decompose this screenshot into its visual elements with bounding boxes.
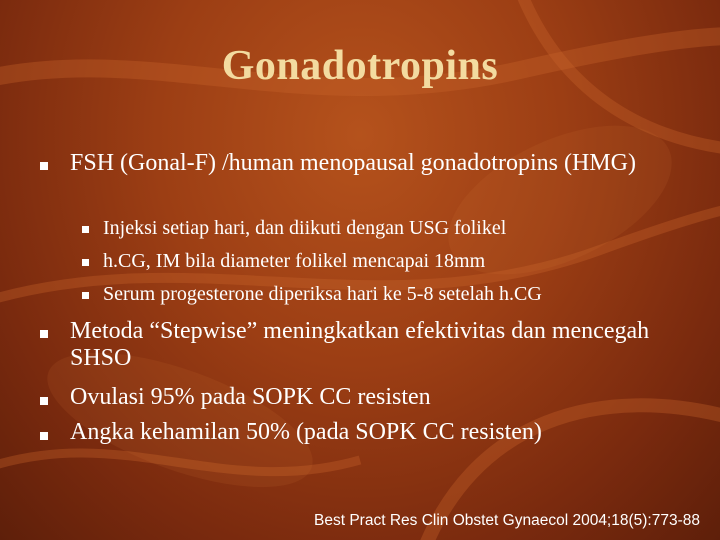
sub-bullet-item: Serum progesterone diperiksa hari ke 5-8 setelah h.CG [103,283,542,305]
bullet-marker [40,397,48,405]
bullet-item: FSH (Gonal-F) /human menopausal gonadotropins (HMG) [70,150,636,176]
slide-title: Gonadotropins [221,43,499,89]
bullet-marker [40,432,48,440]
sub-bullet-marker [82,226,89,233]
reference-citation: Best Pract Res Clin Obstet Gynaecol 2004;18(5):773-88 [314,512,700,529]
bullet-marker [40,330,48,338]
sub-bullet-item: Injeksi setiap hari, dan diikuti dengan USG folikel [103,217,507,239]
sub-bullet-marker [82,259,89,266]
bullet-item: Metoda “Stepwise” meningkatkan efektivitas dan mencegah SHSO [70,318,650,371]
sub-bullet-item: h.CG, IM bila diameter folikel mencapai 18mm [103,250,486,272]
bullet-item: Angka kehamilan 50% (pada SOPK CC resisten) [70,419,542,445]
sub-bullet-marker [82,292,89,299]
bullet-item: Ovulasi 95% pada SOPK CC resisten [70,384,431,410]
bullet-marker [40,162,48,170]
